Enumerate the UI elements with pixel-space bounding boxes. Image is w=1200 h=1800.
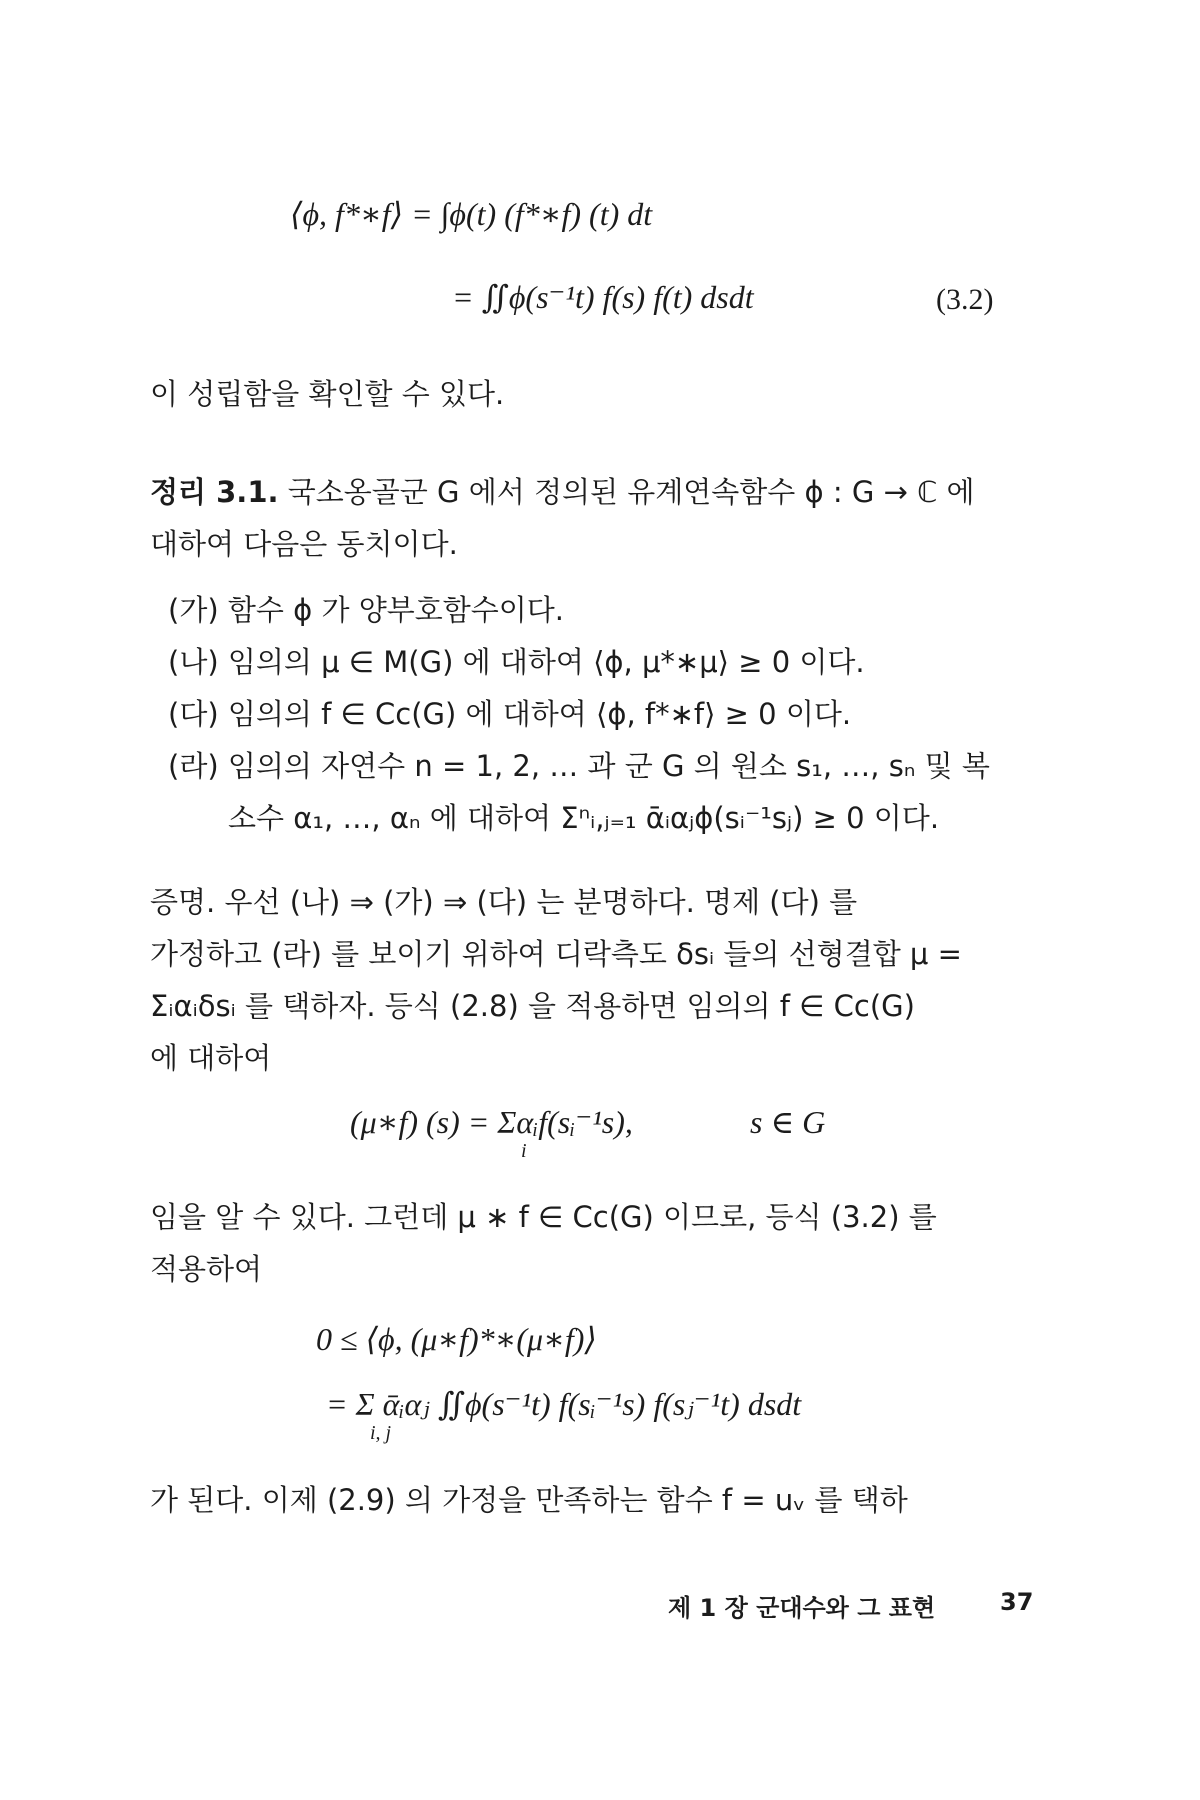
proof-line-3: Σᵢαᵢδsᵢ 를 택하자. 등식 (2.8) 을 적용하면 임의의 f ∈ Cc(G): [150, 989, 915, 1023]
proof-line-2: 가정하고 (라) 를 보이기 위하여 디락측도 δsᵢ 들의 선형결합 μ =: [150, 937, 962, 971]
paragraph-line-2: 적용하여: [150, 1252, 263, 1286]
running-footer-chapter: 제 1 장 군대수와 그 표현: [668, 1594, 936, 1622]
paragraph-final-line: 가 된다. 이제 (2.9) 의 가정을 만족하는 함수 f = uᵥ 를 택하: [150, 1483, 908, 1517]
theorem-label: 정리 3.1.: [150, 475, 279, 509]
equation-number: (3.2): [936, 283, 994, 316]
list-item: (다) 임의의 f ∈ Cc(G) 에 대하여 ⟨ϕ, f*∗f⟩ ≥ 0 이다.: [168, 697, 852, 731]
equation-convolution: (μ∗f) (s) = Σαᵢf(sᵢ⁻¹s),: [350, 1104, 633, 1140]
page-number: 37: [1000, 1588, 1034, 1616]
proof-line-1: 증명. 우선 (나) ⇒ (가) ⇒ (다) 는 분명하다. 명제 (다) 를: [150, 885, 858, 919]
paragraph-line-1: 임을 알 수 있다. 그런데 μ ∗ f ∈ Cc(G) 이므로, 등식 (3.2) 를: [150, 1200, 937, 1234]
paragraph-text: 이 성립함을 확인할 수 있다.: [150, 377, 505, 411]
equation-3-2-line-1: ⟨ϕ, f*∗f⟩ = ∫ϕ(t) (f*∗f) (t) dt: [290, 196, 653, 232]
list-item-continuation: 소수 α₁, …, αₙ 에 대하여 Σⁿᵢ,ⱼ₌₁ ᾱᵢαⱼϕ(sᵢ⁻¹sⱼ) ≥ 0 이다.: [228, 801, 940, 835]
proof-line-4: 에 대하여: [150, 1041, 272, 1075]
list-item: (가) 함수 ϕ 가 양부호함수이다.: [168, 593, 565, 627]
equation-3-2-line-2: = ∬ϕ(s⁻¹t) f(s) f(t) dsdt: [452, 279, 754, 315]
inequality-subscript: i, j: [370, 1422, 392, 1444]
inequality-line-2: = Σ ᾱᵢαⱼ ∬ϕ(s⁻¹t) f(sᵢ⁻¹s) f(sⱼ⁻¹t) dsdt: [326, 1386, 802, 1422]
equation-convolution-subscript: i: [521, 1140, 527, 1162]
theorem-statement: 국소옹골군 G 에서 정의된 유계연속함수 ϕ : G → ℂ 에: [287, 475, 975, 509]
list-item: (라) 임의의 자연수 n = 1, 2, … 과 군 G 의 원소 s₁, …, sₙ 및 복: [168, 749, 990, 783]
theorem-line-2: 대하여 다음은 동치이다.: [150, 527, 458, 561]
theorem-line-1: [150, 470, 975, 511]
inequality-line-1: 0 ≤ ⟨ϕ, (μ∗f)*∗(μ∗f)⟩: [316, 1321, 597, 1357]
equation-convolution-condition: s ∈ G: [750, 1104, 826, 1140]
list-item: (나) 임의의 μ ∈ M(G) 에 대하여 ⟨ϕ, μ*∗μ⟩ ≥ 0 이다.: [168, 645, 865, 679]
